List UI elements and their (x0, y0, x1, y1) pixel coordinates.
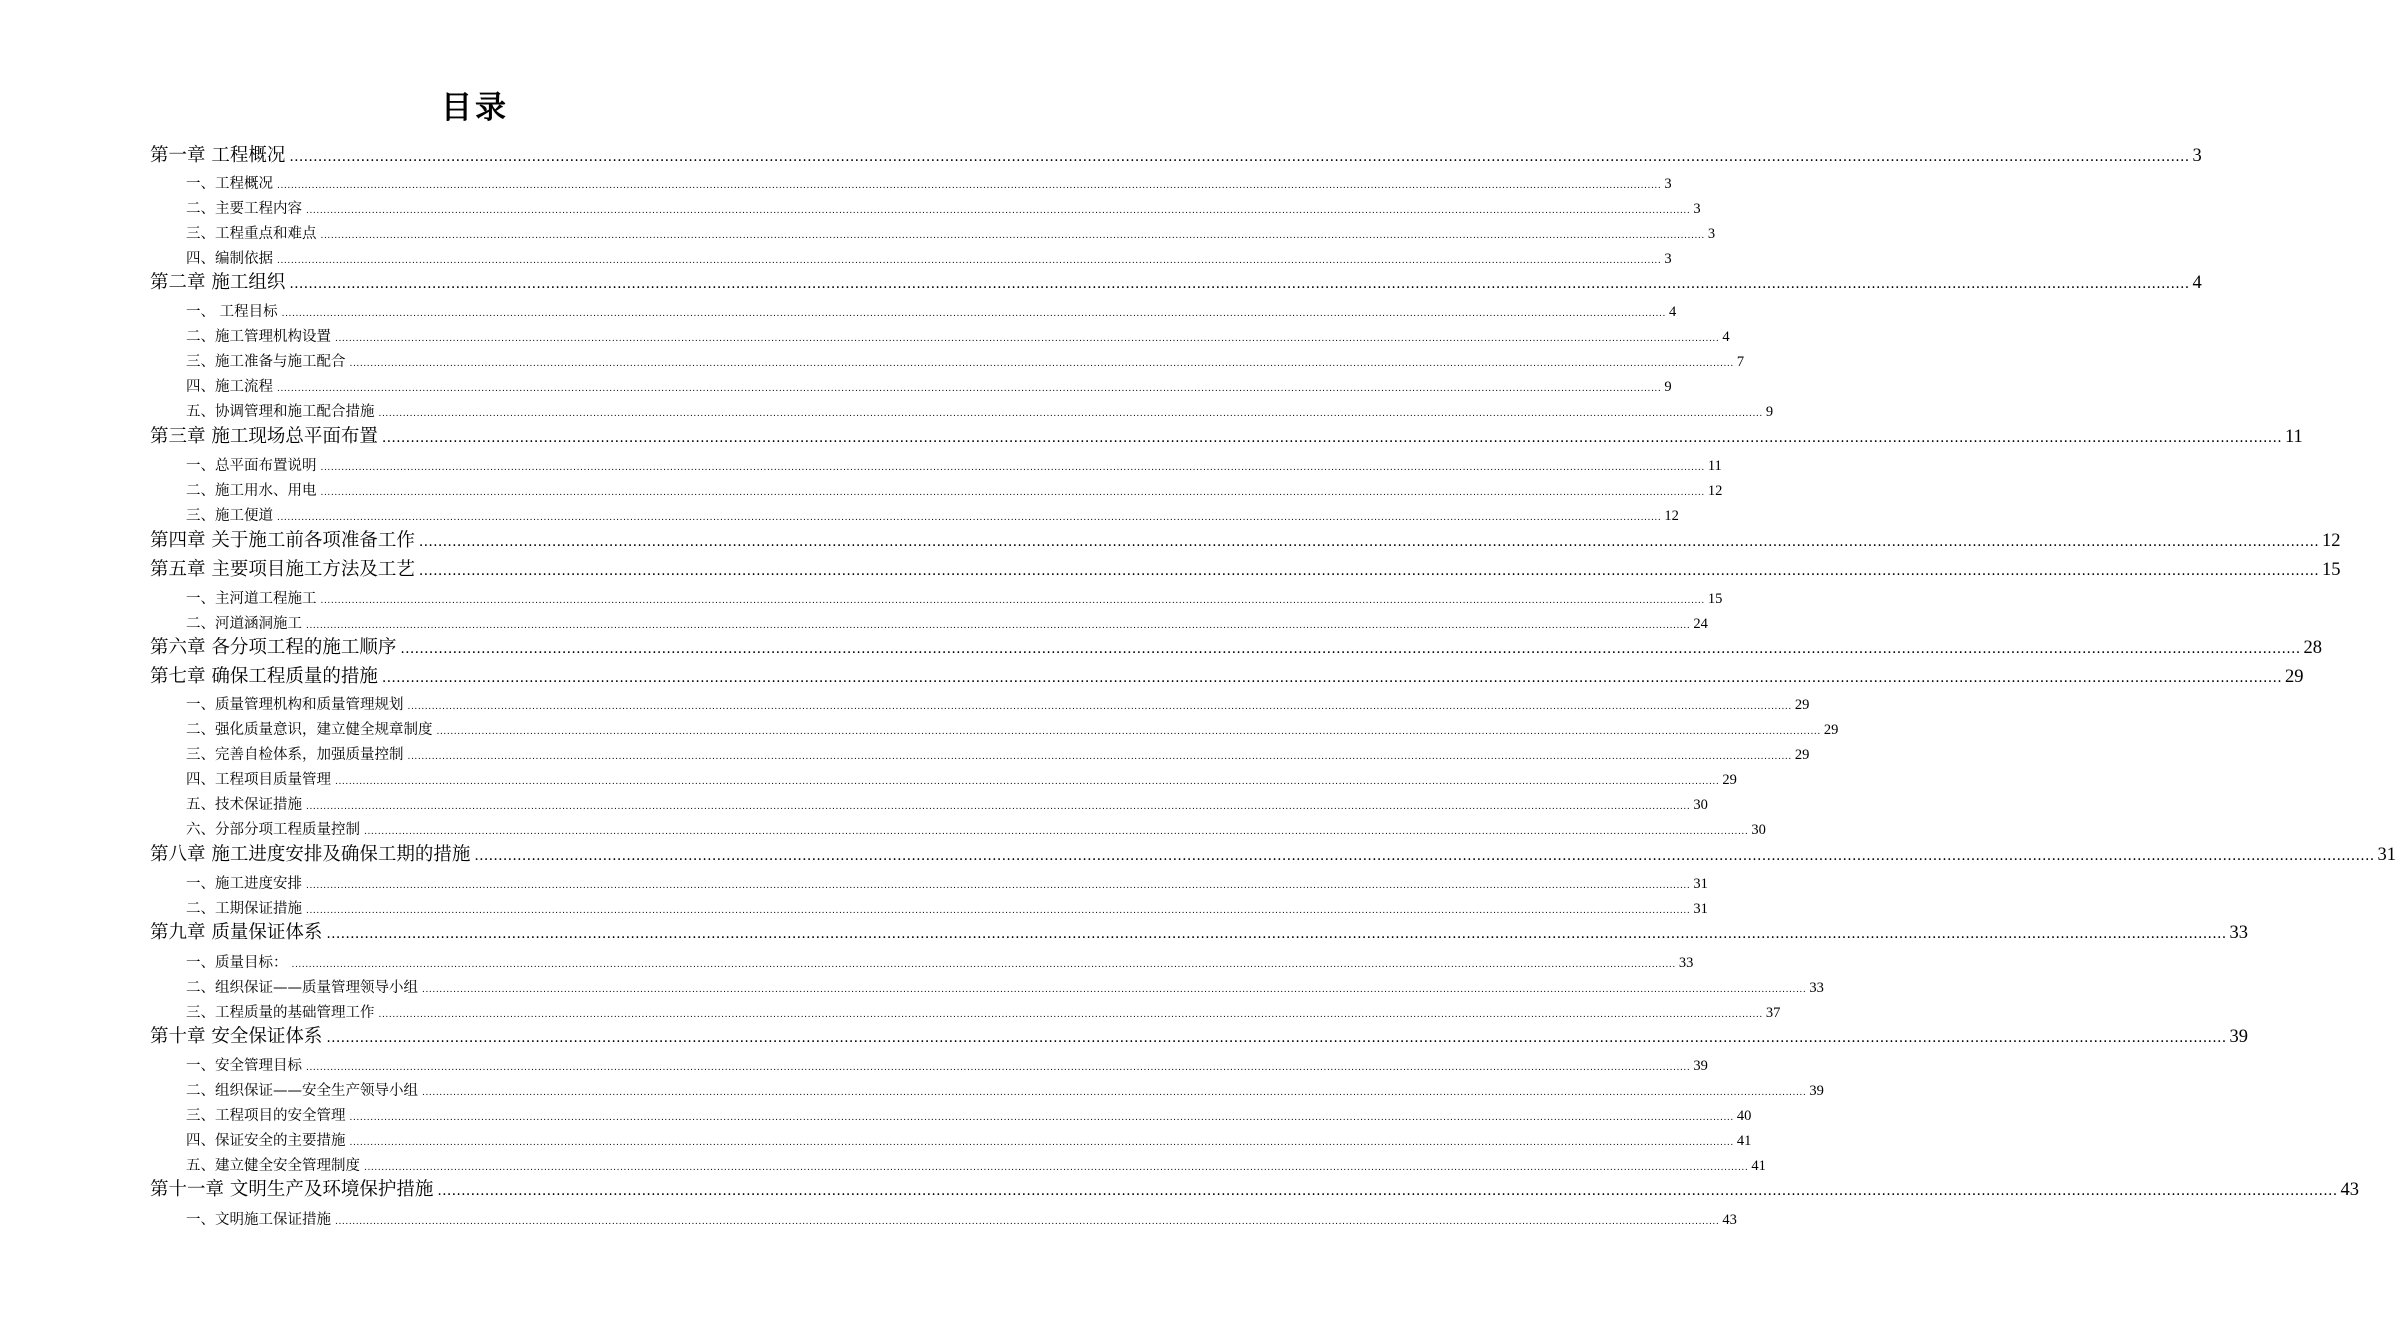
toc-section-entry[interactable] (186, 873, 1708, 895)
toc-section-entry[interactable] (186, 401, 1774, 423)
toc-entry-label: 一、文明施工保证措施 (186, 1212, 331, 1228)
toc-dot-leader: ................................................................................................................................................................................................................................................................................................................................................................................................................ (320, 231, 1705, 241)
toc-dot-leader: ................................................................................................................................................................................................................................................................................................................................................................................................................ (418, 534, 2319, 550)
toc-dot-leader: ................................................................................................................................................................................................................................................................................................................................................................................................................ (320, 463, 1705, 473)
toc-page-number: 39 (1693, 1058, 1708, 1074)
toc-dot-leader: ................................................................................................................................................................................................................................................................................................................................................................................................................ (306, 1063, 1691, 1073)
toc-entry-label: 四、编制依据 (186, 251, 273, 267)
toc-chapter-entry[interactable] (150, 1177, 2359, 1203)
toc-page-number: 11 (1707, 458, 1722, 474)
toc-chapter-entry[interactable] (150, 664, 2304, 690)
toc-dot-leader: ................................................................................................................................................................................................................................................................................................................................................................................................................ (326, 1030, 2227, 1046)
toc-chapter-entry[interactable] (150, 143, 2202, 169)
toc-page-number: 3 (1693, 201, 1701, 217)
toc-page-number: 29 (1823, 722, 1839, 738)
toc-entry-label: 一、质量目标： (186, 955, 288, 971)
toc-entry-label: 五、协调管理和施工配合措施 (186, 404, 375, 420)
toc-dot-leader: ................................................................................................................................................................................................................................................................................................................................................................................................................ (381, 670, 2282, 686)
toc-section-entry[interactable] (186, 248, 1672, 270)
toc-section-entry[interactable] (186, 898, 1708, 920)
toc-entry-label: 第七章 确保工程质量的措施 (150, 666, 378, 687)
toc-section-entry[interactable] (186, 173, 1672, 195)
toc-section-entry[interactable] (186, 326, 1730, 348)
toc-dot-leader: ................................................................................................................................................................................................................................................................................................................................................................................................................ (306, 802, 1691, 812)
toc-section-entry[interactable] (186, 744, 1810, 766)
toc-dot-leader: ................................................................................................................................................................................................................................................................................................................................................................................................................ (378, 1010, 1763, 1020)
toc-dot-leader: ................................................................................................................................................................................................................................................................................................................................................................................................................ (378, 409, 1763, 419)
toc-entry-label: 第六章 各分项工程的施工顺序 (150, 637, 397, 658)
toc-chapter-entry[interactable] (150, 528, 2341, 554)
toc-entry-label: 第十一章 文明生产及环境保护措施 (150, 1179, 434, 1200)
toc-section-entry[interactable] (186, 588, 1723, 610)
toc-section-entry[interactable] (186, 1105, 1752, 1127)
toc-entry-label: 第一章 工程概况 (150, 145, 286, 166)
toc-entry-label: 第二章 施工组织 (150, 272, 286, 293)
toc-dot-leader: ................................................................................................................................................................................................................................................................................................................................................................................................................ (349, 359, 1734, 369)
toc-dot-leader: ................................................................................................................................................................................................................................................................................................................................................................................................................ (474, 848, 2375, 864)
toc-section-entry[interactable] (186, 1055, 1708, 1077)
toc-entry-label: 第九章 质量保证体系 (150, 922, 323, 943)
toc-entry-label: 二、施工管理机构设置 (186, 329, 331, 345)
toc-page-number: 15 (1707, 591, 1723, 607)
toc-entry-label: 四、施工流程 (186, 379, 273, 395)
toc-entry-label: 一、施工进度安排 (186, 876, 302, 892)
toc-section-entry[interactable] (186, 794, 1708, 816)
toc-entry-label: 五、技术保证措施 (186, 797, 302, 813)
toc-entry-label: 一、主河道工程施工 (186, 591, 317, 607)
toc-chapter-entry[interactable] (150, 920, 2248, 946)
toc-section-entry[interactable] (186, 1130, 1752, 1152)
toc-page-number: 39 (1809, 1083, 1824, 1099)
toc-section-entry[interactable] (186, 719, 1839, 741)
toc-section-entry[interactable] (186, 455, 1722, 477)
toc-dot-leader: ................................................................................................................................................................................................................................................................................................................................................................................................................ (422, 1088, 1807, 1098)
toc-section-entry[interactable] (186, 613, 1708, 635)
toc-entry-label: 第三章 施工现场总平面布置 (150, 426, 378, 447)
toc-dot-leader: ................................................................................................................................................................................................................................................................................................................................................................................................................ (349, 1138, 1734, 1148)
toc-entry-label: 三、完善自检体系，加强质量控制 (186, 747, 404, 763)
toc-dot-leader: ................................................................................................................................................................................................................................................................................................................................................................................................................ (407, 752, 1792, 762)
toc-entry-label: 三、工程质量的基础管理工作 (186, 1005, 375, 1021)
toc-entry-label: 二、施工用水、用电 (186, 483, 317, 499)
toc-dot-leader: ................................................................................................................................................................................................................................................................................................................................................................................................................ (291, 960, 1676, 970)
toc-page-number: 4 (1722, 329, 1730, 345)
toc-entry-label: 二、主要工程内容 (186, 201, 302, 217)
toc-page-number: 29 (1794, 747, 1810, 763)
toc-entry-label: 三、工程项目的安全管理 (186, 1108, 346, 1124)
toc-page-number: 37 (1765, 1005, 1781, 1021)
toc-section-entry[interactable] (186, 977, 1824, 999)
toc-entry-label: 二、工期保证措施 (186, 901, 302, 917)
toc-dot-leader: ................................................................................................................................................................................................................................................................................................................................................................................................................ (320, 488, 1705, 498)
toc-page-number: 33 (1809, 980, 1824, 996)
toc-chapter-entry[interactable] (150, 424, 2303, 450)
toc-page-number: 9 (1765, 404, 1774, 420)
toc-dot-leader: ................................................................................................................................................................................................................................................................................................................................................................................................................ (364, 1163, 1749, 1173)
toc-section-entry[interactable] (186, 1080, 1824, 1102)
toc-dot-leader: ................................................................................................................................................................................................................................................................................................................................................................................................................ (306, 906, 1691, 916)
toc-dot-leader: ................................................................................................................................................................................................................................................................................................................................................................................................................ (306, 881, 1691, 891)
toc-section-entry[interactable] (186, 376, 1672, 398)
toc-dot-leader: ................................................................................................................................................................................................................................................................................................................................................................................................................ (381, 430, 2282, 446)
toc-page-number: 31 (2377, 845, 2396, 865)
toc-dot-leader: ................................................................................................................................................................................................................................................................................................................................................................................................................ (335, 334, 1720, 344)
toc-dot-leader: ................................................................................................................................................................................................................................................................................................................................................................................................................ (277, 384, 1662, 394)
toc-page-number: 33 (1678, 955, 1694, 971)
toc-dot-leader: ................................................................................................................................................................................................................................................................................................................................................................................................................ (437, 1183, 2338, 1199)
toc-page-number: 28 (2303, 638, 2322, 658)
toc-dot-leader: ................................................................................................................................................................................................................................................................................................................................................................................................................ (320, 596, 1705, 606)
toc-page-number: 12 (1664, 508, 1679, 524)
toc-section-entry[interactable] (186, 301, 1677, 323)
toc-page-number: 40 (1736, 1108, 1752, 1124)
toc-dot-leader: ................................................................................................................................................................................................................................................................................................................................................................................................................ (418, 563, 2319, 579)
toc-page-number: 31 (1693, 901, 1708, 917)
toc-entry-label: 六、分部分项工程质量控制 (186, 822, 360, 838)
toc-section-entry[interactable] (186, 505, 1679, 527)
toc-dot-leader: ................................................................................................................................................................................................................................................................................................................................................................................................................ (277, 256, 1662, 266)
toc-dot-leader: ................................................................................................................................................................................................................................................................................................................................................................................................................ (289, 149, 2190, 165)
toc-title: 目录 (441, 90, 509, 126)
toc-dot-leader: ................................................................................................................................................................................................................................................................................................................................................................................................................ (335, 1217, 1720, 1227)
toc-page-number: 24 (1693, 616, 1708, 632)
toc-entry-label: 二、组织保证——安全生产领导小组 (186, 1083, 418, 1099)
toc-entry-label: 三、施工准备与施工配合 (186, 354, 346, 370)
toc-entry-label: 二、组织保证——质量管理领导小组 (186, 980, 418, 996)
toc-section-entry[interactable] (186, 480, 1723, 502)
toc-page-number: 15 (2321, 560, 2341, 580)
toc-dot-leader: ................................................................................................................................................................................................................................................................................................................................................................................................................ (289, 276, 2190, 292)
toc-page-number: 3 (1664, 251, 1672, 267)
toc-page-number: 3 (1707, 226, 1716, 242)
toc-page-number: 7 (1736, 354, 1745, 370)
toc-page-number: 12 (2321, 531, 2341, 551)
toc-page-number: 43 (1722, 1212, 1737, 1228)
toc-entry-label: 第四章 关于施工前各项准备工作 (150, 530, 415, 551)
toc-entry-label: 一、 工程目标 (186, 304, 278, 320)
toc-dot-leader: ................................................................................................................................................................................................................................................................................................................................................................................................................ (306, 206, 1691, 216)
toc-section-entry[interactable] (186, 198, 1701, 220)
toc-section-entry[interactable] (186, 694, 1810, 716)
toc-dot-leader: ................................................................................................................................................................................................................................................................................................................................................................................................................ (306, 621, 1691, 631)
toc-section-entry[interactable] (186, 1002, 1781, 1024)
toc-dot-leader: ................................................................................................................................................................................................................................................................................................................................................................................................................ (422, 985, 1807, 995)
toc-entry-label: 一、工程概况 (186, 176, 273, 192)
toc-page-number: 39 (2229, 1027, 2248, 1047)
toc-dot-leader: ................................................................................................................................................................................................................................................................................................................................................................................................................ (407, 702, 1792, 712)
toc-page-number: 41 (1751, 1158, 1766, 1174)
toc-chapter-entry[interactable] (150, 270, 2202, 296)
toc-page-number: 4 (1668, 304, 1677, 320)
toc-page-number: 29 (1722, 772, 1737, 788)
toc-chapter-entry[interactable] (150, 557, 2341, 583)
toc-section-entry[interactable] (186, 769, 1737, 791)
toc-chapter-entry[interactable] (150, 842, 2396, 868)
toc-entry-label: 三、工程重点和难点 (186, 226, 317, 242)
toc-entry-label: 四、保证安全的主要措施 (186, 1133, 346, 1149)
toc-chapter-entry[interactable] (150, 1024, 2248, 1050)
toc-page-number: 43 (2340, 1180, 2359, 1200)
toc-dot-leader: ................................................................................................................................................................................................................................................................................................................................................................................................................ (277, 181, 1662, 191)
toc-dot-leader: ................................................................................................................................................................................................................................................................................................................................................................................................................ (400, 641, 2301, 657)
toc-page-number: 3 (2192, 146, 2202, 166)
toc-entry-label: 第五章 主要项目施工方法及工艺 (150, 559, 415, 580)
toc-entry-label: 三、施工便道 (186, 508, 273, 524)
toc-entry-label: 一、安全管理目标 (186, 1058, 302, 1074)
toc-section-entry[interactable] (186, 819, 1766, 841)
toc-section-entry[interactable] (186, 223, 1716, 245)
toc-entry-label: 一、总平面布置说明 (186, 458, 317, 474)
toc-page-number: 31 (1693, 876, 1708, 892)
toc-entry-label: 五、建立健全安全管理制度 (186, 1158, 360, 1174)
toc-page-number: 29 (2284, 667, 2304, 687)
toc-dot-leader: ................................................................................................................................................................................................................................................................................................................................................................................................................ (349, 1113, 1734, 1123)
toc-page-number: 3 (1664, 176, 1672, 192)
toc-entry-label: 第十章 安全保证体系 (150, 1026, 323, 1047)
toc-page-number: 11 (2284, 427, 2303, 447)
toc-dot-leader: ................................................................................................................................................................................................................................................................................................................................................................................................................ (281, 309, 1666, 319)
toc-entry-label: 一、质量管理机构和质量管理规划 (186, 697, 404, 713)
toc-section-entry[interactable] (186, 1209, 1737, 1231)
toc-chapter-entry[interactable] (150, 635, 2322, 661)
toc-dot-leader: ................................................................................................................................................................................................................................................................................................................................................................................................................ (436, 727, 1821, 737)
toc-page-number: 30 (1693, 797, 1708, 813)
toc-page-number: 33 (2229, 923, 2248, 943)
toc-page-number: 29 (1794, 697, 1810, 713)
toc-dot-leader: ................................................................................................................................................................................................................................................................................................................................................................................................................ (277, 513, 1662, 523)
toc-entry-label: 第八章 施工进度安排及确保工期的措施 (150, 844, 471, 865)
toc-entry-label: 二、河道涵洞施工 (186, 616, 302, 632)
toc-page-number: 4 (2192, 273, 2202, 293)
toc-page-number: 12 (1707, 483, 1723, 499)
toc-dot-leader: ................................................................................................................................................................................................................................................................................................................................................................................................................ (335, 777, 1720, 787)
toc-dot-leader: ................................................................................................................................................................................................................................................................................................................................................................................................................ (364, 827, 1749, 837)
toc-section-entry[interactable] (186, 952, 1694, 974)
toc-entry-label: 四、工程项目质量管理 (186, 772, 331, 788)
toc-entry-label: 二、强化质量意识，建立健全规章制度 (186, 722, 433, 738)
toc-page-number: 30 (1751, 822, 1766, 838)
toc-dot-leader: ................................................................................................................................................................................................................................................................................................................................................................................................................ (326, 926, 2227, 942)
toc-section-entry[interactable] (186, 351, 1745, 373)
toc-section-entry[interactable] (186, 1155, 1766, 1177)
toc-page-number: 9 (1664, 379, 1672, 395)
toc-page-number: 41 (1736, 1133, 1752, 1149)
